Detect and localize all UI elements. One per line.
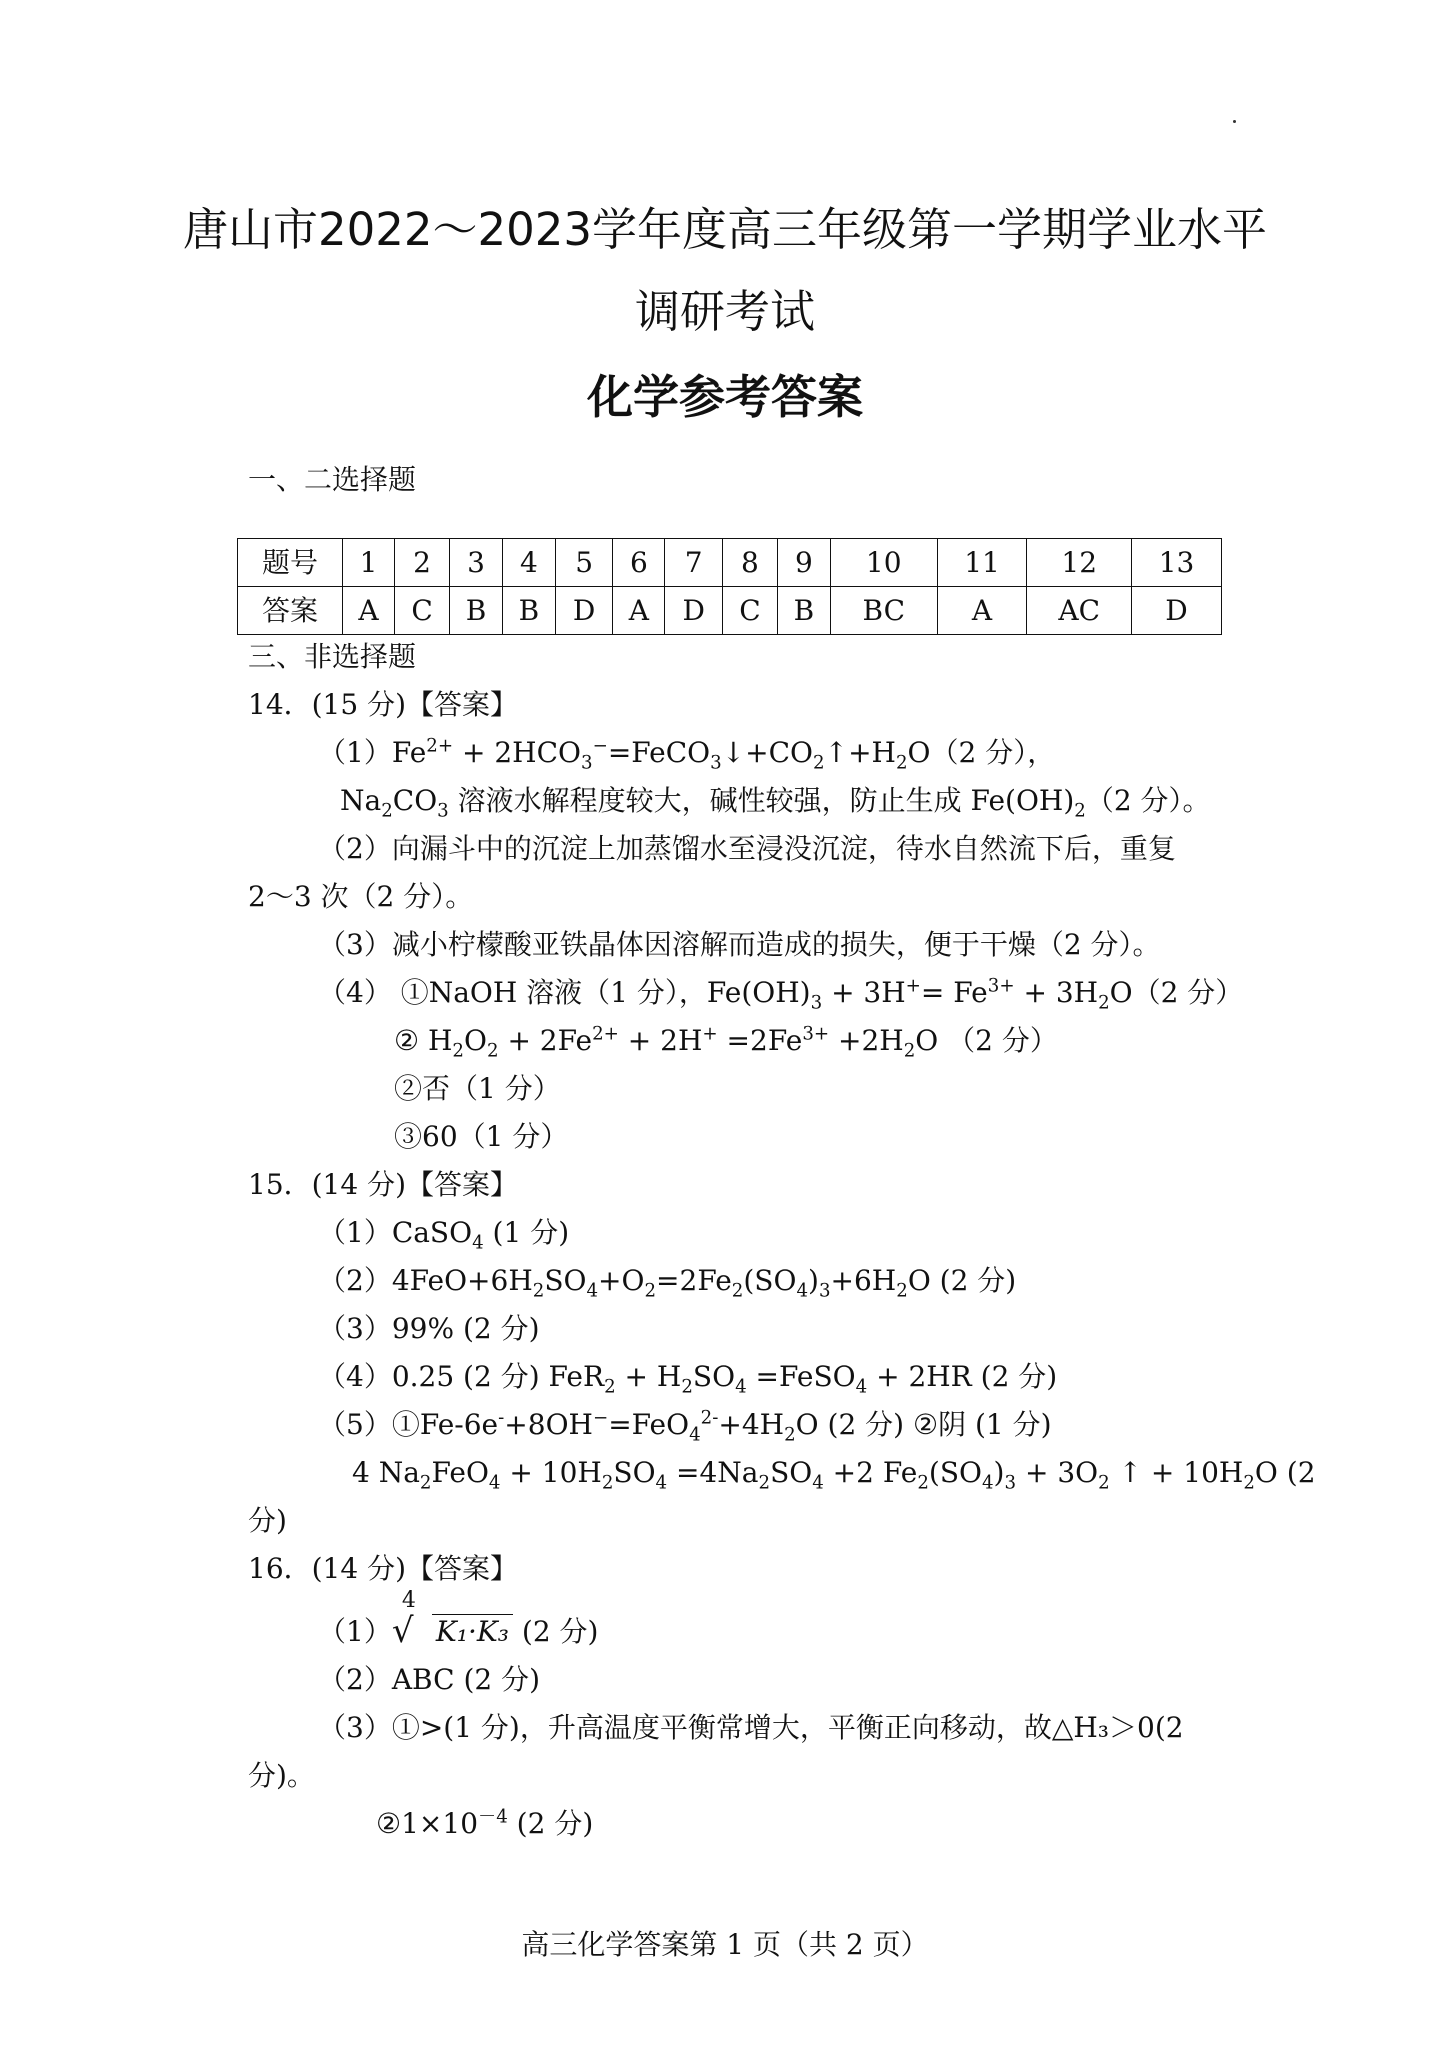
document-title-line1: 唐山市2022～2023学年度高三年级第一学期学业水平	[182, 203, 1268, 256]
q14-part4-a: （4） ①NaOH 溶液（1 分），$Fe(OH)_3 + 3H^+= Fe^{3+} + 3H_2O(2$ 分）	[318, 975, 1244, 1014]
q16-part2: （2）ABC (2 分)	[318, 1663, 541, 1696]
table-cell: 8	[722, 539, 777, 587]
table-cell: 5	[555, 539, 613, 587]
q14-part4-b: ② $H_2O_2 + 2Fe^{2+} + 2H^+ =2Fe^{3+} +2H_2O$ （2 分）	[394, 1023, 1058, 1062]
stray-dot	[1233, 120, 1236, 123]
q15-part5: $(5)①Fe-6e^-+8OH^-=FeO_4^{2-}+4H_2O$ (2 分) ②阴 (1 分)	[318, 1407, 1052, 1446]
table-cell: 9	[777, 539, 830, 587]
table-cell: 10	[830, 539, 937, 587]
q16-part3-line2: 分)。	[248, 1759, 315, 1792]
q14-part3: （3）减小柠檬酸亚铁晶体因溶解而造成的损失，便于干燥（2 分）。	[318, 928, 1161, 961]
q16-part3-answer: $②1\times 10^{-4}$ (2 分)	[376, 1806, 594, 1840]
section-heading-nonchoice: 三、非选择题	[248, 640, 417, 673]
table-row-answers	[238, 587, 1222, 635]
q14-header: 14．(15 分)【答案】	[248, 688, 519, 721]
table-cell: BC	[830, 587, 937, 635]
table-cell: A	[937, 587, 1027, 635]
answer-table	[237, 538, 1222, 635]
q14-part4-d: ③60（1 分）	[394, 1120, 569, 1153]
table-cell: 3	[450, 539, 503, 587]
table-cell: B	[777, 587, 830, 635]
q15-part1: （1）CaSO$_4$ (1 分)	[318, 1216, 570, 1254]
fourth-root-expression: 4 √ K₁·K₃	[392, 1612, 513, 1652]
section-heading-choice: 一、二选择题	[248, 463, 417, 496]
table-cell: 2	[395, 539, 450, 587]
page-footer: 高三化学答案第 1 页（共 2 页）	[521, 1928, 929, 1961]
table-cell: D	[665, 587, 723, 635]
q15-part4: （4）0.25 (2 分) $FeR_2 + H_2SO_4$ =FeSO$_4$ + 2HR (2 分)	[318, 1360, 1058, 1398]
q15-part3: （3）99% (2 分)	[318, 1312, 540, 1345]
q14-part2-line2: 2～3 次（2 分）。	[248, 880, 474, 913]
table-cell: D	[555, 587, 613, 635]
table-cell: 7	[665, 539, 723, 587]
q15-part2: $(2)4FeO+6H_2SO_4+O_2=2Fe_2(SO_4)_3+6H_2O$ (2 分)	[318, 1264, 1017, 1302]
q14-part2-line1: （2）向漏斗中的沉淀上加蒸馏水至浸没沉淀，待水自然流下后，重复	[318, 832, 1176, 865]
q16-header: 16．(14 分)【答案】	[248, 1552, 519, 1585]
table-cell: A	[613, 587, 665, 635]
q16-part3-line1: （3）①>(1 分)，升高温度平衡常增大，平衡正向移动，故△H₃＞0(2	[318, 1711, 1184, 1744]
table-cell: C	[722, 587, 777, 635]
q15-header: 15．(14 分)【答案】	[248, 1168, 519, 1201]
table-cell: D	[1132, 587, 1222, 635]
document-subtitle: 化学参考答案	[587, 370, 863, 424]
table-cell: B	[450, 587, 503, 635]
q15-part5-equation: 4 $Na_2FeO_4 + 10H_2SO_4 =4Na_2SO_4 +2$ $Fe_2(SO_4)_3 + 3O_2$ ↑ + $10H_2O$ (2	[352, 1456, 1316, 1494]
table-cell: 4	[502, 539, 555, 587]
table-row-label: 题号	[238, 539, 343, 587]
table-row-numbers	[238, 539, 1222, 587]
document-title-line2: 调研考试	[634, 285, 815, 338]
q16-part1: （1） 4 √ K₁·K₃ (2 分)	[318, 1588, 599, 1651]
table-cell: 13	[1132, 539, 1222, 587]
table-cell: AC	[1027, 587, 1132, 635]
table-cell: 12	[1027, 539, 1132, 587]
table-cell: 1	[343, 539, 395, 587]
table-cell: 6	[613, 539, 665, 587]
q14-part1-explanation: $Na_2CO_3$ 溶液水解程度较大，碱性较强，防止生成 $Fe(OH)_2(2$ 分）。	[340, 784, 1211, 822]
table-row-label: 答案	[238, 587, 343, 635]
q15-part5-wrap: 分)	[248, 1504, 287, 1537]
table-cell: 11	[937, 539, 1027, 587]
table-cell: A	[343, 587, 395, 635]
table-cell: C	[395, 587, 450, 635]
table-cell: B	[502, 587, 555, 635]
q14-part1-equation: $(1)Fe^{2+}$ + $2HCO_3^-=FeCO_3↓+CO_2↑+H_2O(2$ 分），	[318, 735, 1056, 774]
q14-part4-c: ②否（1 分）	[394, 1072, 561, 1105]
